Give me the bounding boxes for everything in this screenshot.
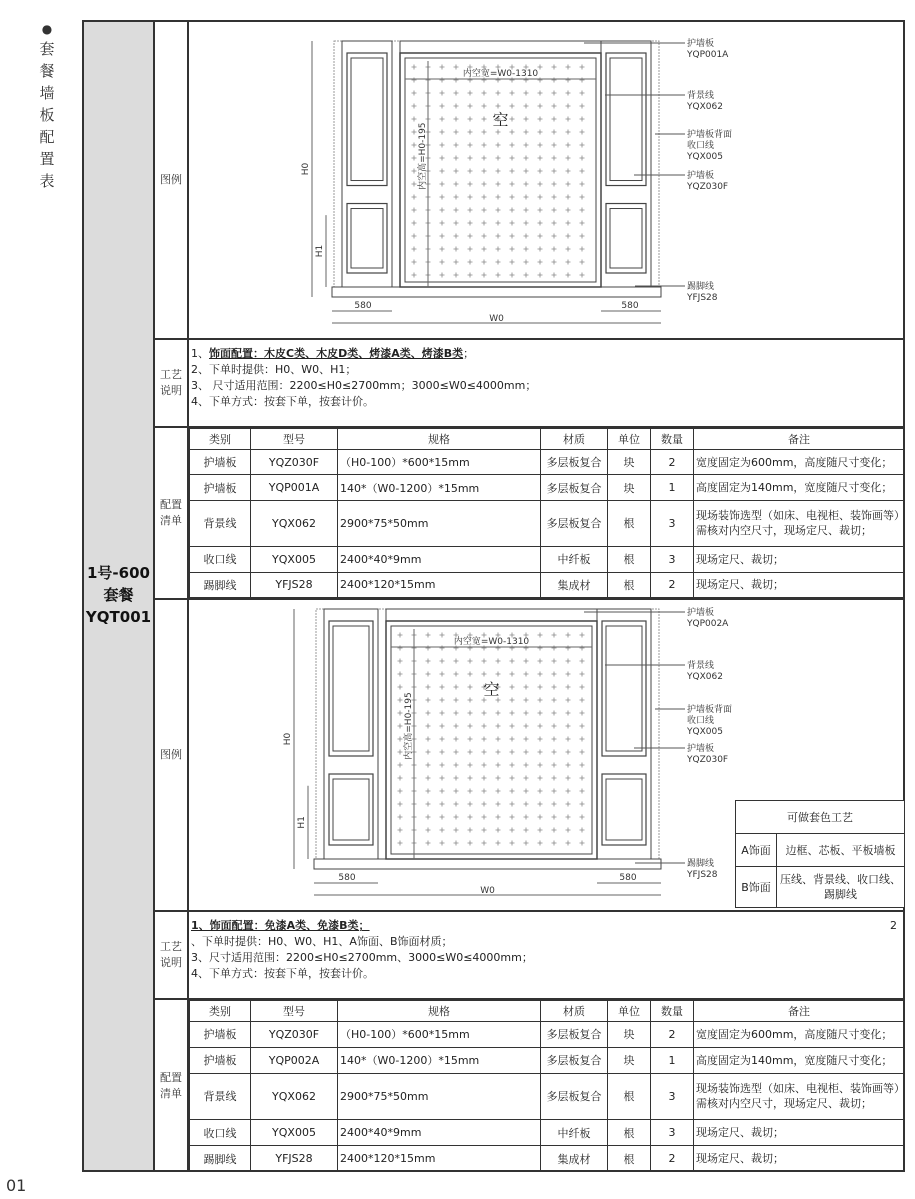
note-line: 4、下单方式：按套下单，按套计价。 <box>191 395 374 408</box>
side-title-char: 置 <box>39 150 55 168</box>
note-line: 3、尺寸适用范围：2200≤H0≤2700mm、3000≤W0≤4000mm； <box>191 951 533 964</box>
side-title-char: 套 <box>39 40 55 58</box>
table-cell: 块 <box>608 1047 651 1073</box>
note-line: 1、饰面配置：免漆A类、免漆B类； <box>191 919 370 932</box>
inner-height-label: 内空高=H0-195 <box>418 122 428 190</box>
h1-label: H1 <box>315 244 325 258</box>
table-cell: 高度固定为140mm，宽度随尺寸变化； <box>694 475 905 500</box>
empty-label: 空 <box>492 110 509 130</box>
note-line: 、下单时提供：H0、W0、H1、A饰面、B饰面材质； <box>191 935 453 948</box>
note-line: 2、下单时提供：H0、W0、H1； <box>191 363 357 376</box>
note-line: 1、饰面配置：木皮C类、木皮D类、烤漆A类、烤漆B类； <box>191 347 475 360</box>
column-header: 单位 <box>608 429 651 450</box>
table-cell: 140*（W0-1200）*15mm <box>338 475 541 500</box>
table-row <box>190 450 905 475</box>
table-cell: 多层板复合 <box>541 475 608 500</box>
table-cell: 高度固定为140mm，宽度随尺寸变化； <box>694 1047 905 1073</box>
table-cell: 2900*75*50mm <box>338 500 541 546</box>
column-header: 型号 <box>251 1001 338 1022</box>
config-table-2 <box>189 1000 905 1172</box>
bullet-icon: ● <box>41 22 53 36</box>
callout-code: YFJS28 <box>687 870 718 880</box>
table-cell: 3 <box>651 1073 694 1120</box>
table-cell: 护墙板 <box>190 1022 251 1048</box>
table-cell: YQZ030F <box>251 450 338 475</box>
side-panel <box>342 41 392 287</box>
table-cell: 2400*120*15mm <box>338 1146 541 1172</box>
inner-width-label: 内空宽=W0-1310 <box>453 637 530 647</box>
table-cell: 现场定尺、裁切； <box>694 547 905 572</box>
table-cell: 护墙板 <box>190 475 251 500</box>
craft-table <box>735 800 905 908</box>
process-label: 工艺 说明 <box>155 340 189 426</box>
note-line: 4、下单方式：按套下单，按套计价。 <box>191 967 374 980</box>
inner-width-label: 内空宽=W0-1310 <box>462 69 539 79</box>
craft-a-value: 边框、芯板、平板墙板 <box>777 834 905 867</box>
table-cell: 3 <box>651 547 694 572</box>
table-cell: YQZ030F <box>251 1022 338 1048</box>
note-line: 3、 尺寸适用范围：2200≤H0≤2700mm；3000≤W0≤4000mm； <box>191 379 537 392</box>
table-cell: 根 <box>608 1146 651 1172</box>
side-width-label: 580 <box>621 301 639 311</box>
config-section-2 <box>155 1000 905 1172</box>
table-cell: YQX005 <box>251 1120 338 1146</box>
craft-b-value: 压线、背景线、收口线、踢脚线 <box>777 867 905 908</box>
craft-b-label: B饰面 <box>736 867 777 908</box>
table-row <box>190 1073 905 1120</box>
callout-code: YQP001A <box>687 50 729 60</box>
table-row <box>190 547 905 572</box>
side-title-char: 配 <box>39 128 55 146</box>
table-row <box>190 1022 905 1048</box>
background-panel <box>391 626 592 854</box>
side-panel <box>601 41 651 287</box>
wall-panel-drawing-1 <box>189 22 905 338</box>
table-cell: 140*（W0-1200）*15mm <box>338 1047 541 1073</box>
package-line3: YQT001 <box>85 608 152 626</box>
table-cell: 宽度固定为600mm，高度随尺寸变化； <box>694 450 905 475</box>
table-cell: 块 <box>608 475 651 500</box>
column-header: 材质 <box>541 429 608 450</box>
side-width-label: 580 <box>338 873 356 883</box>
table-cell: 收口线 <box>190 547 251 572</box>
config-table <box>189 1000 905 1172</box>
table-cell: 1 <box>651 1047 694 1073</box>
package-column <box>84 22 155 1170</box>
callout-name: 护墙板背面 <box>687 130 733 140</box>
side-panel <box>324 609 378 859</box>
config-table <box>189 428 905 598</box>
table-cell: （H0-100）*600*15mm <box>338 450 541 475</box>
table-cell: 宽度固定为600mm，高度随尺寸变化； <box>694 1022 905 1048</box>
callout-code: YQX005 <box>687 152 723 162</box>
column-header: 型号 <box>251 429 338 450</box>
config-section-1 <box>155 428 905 600</box>
h0-label: H0 <box>301 162 311 176</box>
callout-name: 收口线 <box>687 716 715 726</box>
side-panel <box>597 609 651 859</box>
table-cell: 多层板复合 <box>541 500 608 546</box>
table-cell: YQX005 <box>251 547 338 572</box>
table-cell: 块 <box>608 1022 651 1048</box>
table-cell: （H0-100）*600*15mm <box>338 1022 541 1048</box>
table-cell: 多层板复合 <box>541 1022 608 1048</box>
callout-code: YFJS28 <box>687 293 718 303</box>
column-header: 备注 <box>694 1001 905 1022</box>
table-cell: 现场定尺、裁切； <box>694 572 905 597</box>
h0-label: H0 <box>283 732 293 746</box>
table-cell: 2 <box>651 450 694 475</box>
table-cell: YFJS28 <box>251 1146 338 1172</box>
callout-name: 护墙板 <box>687 608 715 618</box>
callout-name: 护墙板背面 <box>687 705 733 715</box>
craft-a-label: A饰面 <box>736 834 777 867</box>
table-cell: 踢脚线 <box>190 1146 251 1172</box>
table-cell: 现场装饰选型（如床、电视柜、装饰画等）需核对内空尺寸，现场定尺、裁切； <box>694 1073 905 1120</box>
package-name <box>84 562 153 628</box>
table-cell: 3 <box>651 1120 694 1146</box>
table-cell: 3 <box>651 500 694 546</box>
table-cell: 2 <box>651 1146 694 1172</box>
callout-code: YQZ030F <box>687 182 729 192</box>
page-number: 01 <box>6 1176 27 1195</box>
table-cell: 根 <box>608 1120 651 1146</box>
callout-code: YQZ030F <box>687 755 729 765</box>
table-cell: 2 <box>651 572 694 597</box>
table-cell: 2400*120*15mm <box>338 572 541 597</box>
w0-label: W0 <box>489 314 504 324</box>
callout-name: 背景线 <box>687 91 715 101</box>
background-panel <box>405 58 596 282</box>
table-cell: YQX062 <box>251 500 338 546</box>
section-mark: 2 <box>890 919 897 932</box>
column-header: 备注 <box>694 429 905 450</box>
table-cell: 2400*40*9mm <box>338 1120 541 1146</box>
table-cell: 块 <box>608 450 651 475</box>
table-cell: 集成材 <box>541 1146 608 1172</box>
table-cell: 背景线 <box>190 500 251 546</box>
config-label: 配置 清单 <box>155 1000 189 1172</box>
table-header-row <box>190 1001 905 1022</box>
table-cell: 多层板复合 <box>541 1073 608 1120</box>
side-width-label: 580 <box>619 873 637 883</box>
legend-label: 图例 <box>155 600 189 910</box>
callout-code: YQP002A <box>687 619 729 629</box>
table-row <box>190 572 905 597</box>
table-cell: 根 <box>608 572 651 597</box>
table-cell: 护墙板 <box>190 1047 251 1073</box>
side-title-char: 墙 <box>39 84 55 102</box>
config-label: 配置 清单 <box>155 428 189 598</box>
table-cell: 收口线 <box>190 1120 251 1146</box>
baseboard <box>314 859 661 869</box>
w0-label: W0 <box>480 886 495 896</box>
legend-section-1 <box>155 22 905 340</box>
callout-name: 踢脚线 <box>687 859 715 869</box>
column-header: 材质 <box>541 1001 608 1022</box>
side-title-char: 餐 <box>39 62 55 80</box>
package-line1: 1号-600 <box>87 564 150 582</box>
config-sheet <box>82 20 905 1172</box>
legend-label: 图例 <box>155 22 189 338</box>
table-cell: 2400*40*9mm <box>338 547 541 572</box>
table-row <box>190 500 905 546</box>
table-row <box>190 1120 905 1146</box>
table-cell: 集成材 <box>541 572 608 597</box>
table-cell: 护墙板 <box>190 450 251 475</box>
column-header: 规格 <box>338 1001 541 1022</box>
diagram-1 <box>189 22 905 338</box>
table-cell: 根 <box>608 500 651 546</box>
column-header: 数量 <box>651 429 694 450</box>
process-notes-2 <box>189 912 905 1004</box>
config-table-1 <box>189 428 905 598</box>
table-cell: 根 <box>608 547 651 572</box>
column-header: 单位 <box>608 1001 651 1022</box>
column-header: 类别 <box>190 429 251 450</box>
column-header: 类别 <box>190 1001 251 1022</box>
table-cell: 根 <box>608 1073 651 1120</box>
table-header-row <box>190 429 905 450</box>
callout-code: YQX062 <box>687 102 723 112</box>
column-header: 规格 <box>338 429 541 450</box>
table-cell: 中纤板 <box>541 547 608 572</box>
diagram-2 <box>189 600 905 910</box>
table-cell: 踢脚线 <box>190 572 251 597</box>
top-rail <box>400 41 601 53</box>
package-line2: 套餐 <box>103 586 134 604</box>
callout-name: 护墙板 <box>687 171 715 181</box>
table-cell: 多层板复合 <box>541 450 608 475</box>
side-title <box>37 22 57 192</box>
table-cell: YFJS28 <box>251 572 338 597</box>
callout-code: YQX005 <box>687 727 723 737</box>
table-cell: 1 <box>651 475 694 500</box>
empty-label: 空 <box>483 679 500 699</box>
table-cell: YQX062 <box>251 1073 338 1120</box>
table-cell: YQP002A <box>251 1047 338 1073</box>
callout-name: 护墙板 <box>687 39 715 49</box>
table-cell: 现场定尺、裁切； <box>694 1120 905 1146</box>
table-cell: 现场定尺、裁切； <box>694 1146 905 1172</box>
table-cell: 背景线 <box>190 1073 251 1120</box>
table-cell: 2 <box>651 1022 694 1048</box>
baseboard <box>332 287 661 297</box>
process-section-1 <box>155 340 905 428</box>
table-cell: 中纤板 <box>541 1120 608 1146</box>
table-row <box>190 1047 905 1073</box>
table-cell: 多层板复合 <box>541 1047 608 1073</box>
callout-name: 踢脚线 <box>687 282 715 292</box>
side-width-label: 580 <box>354 301 372 311</box>
callout-name: 护墙板 <box>687 744 715 754</box>
inner-height-label: 内空高=H0-195 <box>404 692 414 760</box>
process-section-2 <box>155 912 905 1000</box>
h1-label: H1 <box>297 816 307 829</box>
table-cell: 现场装饰选型（如床、电视柜、装饰画等）需核对内空尺寸，现场定尺、裁切； <box>694 500 905 546</box>
column-header: 数量 <box>651 1001 694 1022</box>
side-title-char: 表 <box>39 172 55 190</box>
top-rail <box>386 609 597 621</box>
callout-code: YQX062 <box>687 672 723 682</box>
table-row <box>190 475 905 500</box>
side-title-char: 板 <box>39 106 55 124</box>
table-row <box>190 1146 905 1172</box>
craft-title: 可做套色工艺 <box>736 801 905 834</box>
table-cell: YQP001A <box>251 475 338 500</box>
process-label: 工艺 说明 <box>155 912 189 998</box>
process-notes-1 <box>189 340 905 432</box>
callout-name: 收口线 <box>687 141 715 151</box>
legend-section-2 <box>155 600 905 912</box>
callout-name: 背景线 <box>687 661 715 671</box>
table-cell: 2900*75*50mm <box>338 1073 541 1120</box>
